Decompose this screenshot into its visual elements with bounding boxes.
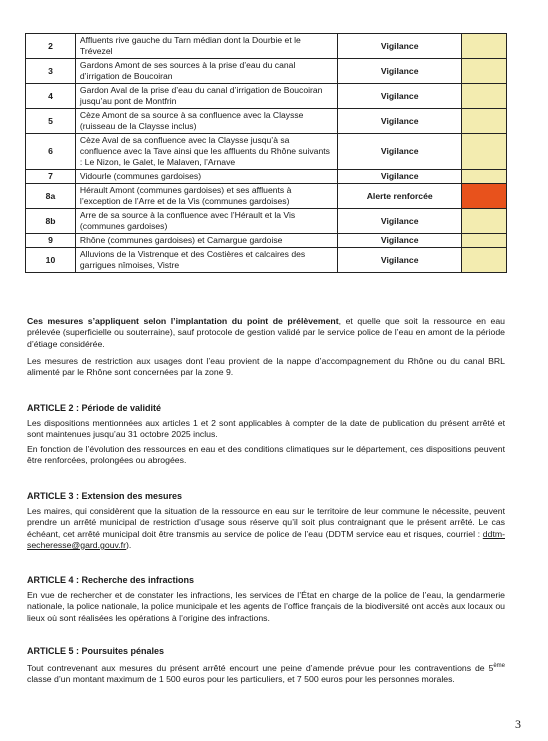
page-number: 3 <box>515 717 521 731</box>
restriction-zones-table <box>25 33 507 273</box>
article-4-title: ARTICLE 4 : Recherche des infractions <box>27 575 195 585</box>
zone-description: Gardons Amont de ses sources à la prise d’eau du canal d’irrigation de Boucoiran <box>75 59 337 84</box>
zone-number: 8a <box>26 184 76 209</box>
zone-alert-level: Vigilance <box>338 59 462 84</box>
zone-description: Vidourle (communes gardoises) <box>75 170 337 184</box>
zone-description: Rhône (communes gardoises) et Camargue gardoise <box>75 234 337 248</box>
zone-number: 5 <box>26 109 76 134</box>
zone-status-color <box>462 184 507 209</box>
article-2-paragraph-1: Les dispositions mentionnées aux articles 1 et 2 sont applicables à compter de la date de publication du présent arrêté et sont maintenues jusqu’au 31 octobre 2025 inclus. <box>27 418 505 440</box>
table-row <box>26 109 507 134</box>
zone-status-color <box>462 59 507 84</box>
zone-status-color <box>462 109 507 134</box>
table-row <box>26 184 507 209</box>
table-row <box>26 59 507 84</box>
zone-number: 3 <box>26 59 76 84</box>
article-5-title: ARTICLE 5 : Poursuites pénales <box>27 646 165 656</box>
zone-description: Cèze Aval de sa confluence avec la Claysse jusqu’à sa confluence avec la Tave ainsi que les affluents du Rhône suivants : Le Nizon, le Galet, le Malaven, l’Arnave <box>75 134 337 170</box>
zone-status-color <box>462 34 507 59</box>
intro-paragraph-2: Les mesures de restriction aux usages dont l’eau provient de la nappe d’accompagnement du Rhône ou du canal BRL alimenté par le Rhône sont concernées par la zone 9. <box>27 356 505 378</box>
zone-number: 7 <box>26 170 76 184</box>
article-5-superscript: ème <box>493 663 505 669</box>
zone-description: Gardon Aval de la prise d’eau du canal d’irrigation de Boucoiran jusqu’au pont de Montfrin <box>75 84 337 109</box>
zone-description: Affluents rive gauche du Tarn médian dont la Dourbie et le Trévezel <box>75 34 337 59</box>
intro-bold-text: Ces mesures s’appliquent selon l’implantation du point de prélèvement <box>27 316 339 326</box>
email-link[interactable]: ddtm-secheresse@gard.gouv.fr <box>27 528 505 550</box>
zone-alert-level: Alerte renforcée <box>338 184 462 209</box>
article-2-paragraph-2: En fonction de l’évolution des ressources en eau et des conditions climatiques sur le département, ces dispositions peuvent être renforcées, prolongées ou abrogées. <box>27 444 505 466</box>
article-5-text-a: Tout contrevenant aux mesures du présent arrêté encourt une peine d’amende prévue pour les contraventions de 5 <box>27 662 494 673</box>
zone-status-color <box>462 84 507 109</box>
zone-number: 6 <box>26 134 76 170</box>
article-5-text-b: classe d’un montant maximum de 1 500 euros pour les particuliers, et 7 500 euros pour les personnes morales. <box>27 674 455 685</box>
zone-status-color <box>462 248 507 273</box>
zone-number: 4 <box>26 84 76 109</box>
zone-description: Hérault Amont (communes gardoises) et ses affluents à l’exception de l’Arre et de la Vis (communes gardoises) <box>75 184 337 209</box>
intro-text: , et quelle que soit la ressource en eau prélevée (superficielle ou souterraine), sauf protocole de gestion validé par le service police de l’eau en amont de la période d’étiage considérée. <box>27 316 506 349</box>
zone-status-color <box>462 209 507 234</box>
table-row <box>26 170 507 184</box>
zone-number: 8b <box>26 209 76 234</box>
zone-alert-level: Vigilance <box>338 248 462 273</box>
zone-alert-level: Vigilance <box>338 109 462 134</box>
zones-table-body <box>26 34 507 273</box>
article-3-title: ARTICLE 3 : Extension des mesures <box>27 491 183 501</box>
zone-description: Cèze Amont de sa source à sa confluence avec la Claysse (ruisseau de la Claysse inclus) <box>75 109 337 134</box>
zone-alert-level: Vigilance <box>338 134 462 170</box>
zone-status-color <box>462 134 507 170</box>
table-row <box>26 209 507 234</box>
zone-number: 9 <box>26 234 76 248</box>
article-5-paragraph <box>27 661 505 685</box>
table-row <box>26 34 507 59</box>
zone-alert-level: Vigilance <box>338 84 462 109</box>
zone-alert-level: Vigilance <box>338 209 462 234</box>
zone-alert-level: Vigilance <box>338 170 462 184</box>
table-row <box>26 248 507 273</box>
zone-status-color <box>462 170 507 184</box>
zone-number: 10 <box>26 248 76 273</box>
article-4-paragraph: En vue de rechercher et de constater les infractions, les services de l’État en charge de la police de l’eau, la gendarmerie nationale, la police nationale, la police municipale et les agents de l’office français de la biodiversité ont accès aux locaux ou lieux où sont réalisées les opérations à l’origine des infractions. <box>27 590 505 623</box>
article-3-text-end: ). <box>125 539 132 550</box>
zone-alert-level: Vigilance <box>338 234 462 248</box>
table-row <box>26 234 507 248</box>
article-3-paragraph <box>27 506 505 551</box>
article-2-title: ARTICLE 2 : Période de validité <box>27 403 162 413</box>
table-row <box>26 134 507 170</box>
zone-status-color <box>462 234 507 248</box>
zone-description: Alluvions de la Vistrenque et des Costières et calcaires des garrigues nîmoises, Vistre <box>75 248 337 273</box>
zone-alert-level: Vigilance <box>338 34 462 59</box>
zone-number: 2 <box>26 34 76 59</box>
zone-description: Arre de sa source à la confluence avec l’Hérault et la Vis (communes gardoises) <box>75 209 337 234</box>
table-row <box>26 84 507 109</box>
intro-paragraph-1 <box>27 316 505 350</box>
article-3-text: Les maires, qui considèrent que la situation de la ressource en eau sur le territoire de leur commune le nécessite, peuvent prendre un arrêté municipal de restriction d’usage sous réserve qu’il soit plus contraignant que le présent arrêté. Le cas échéant, cet arrêté municipal doit être transmis au service de police de l’eau (DDTM service eau et risques, courriel : <box>27 506 505 539</box>
